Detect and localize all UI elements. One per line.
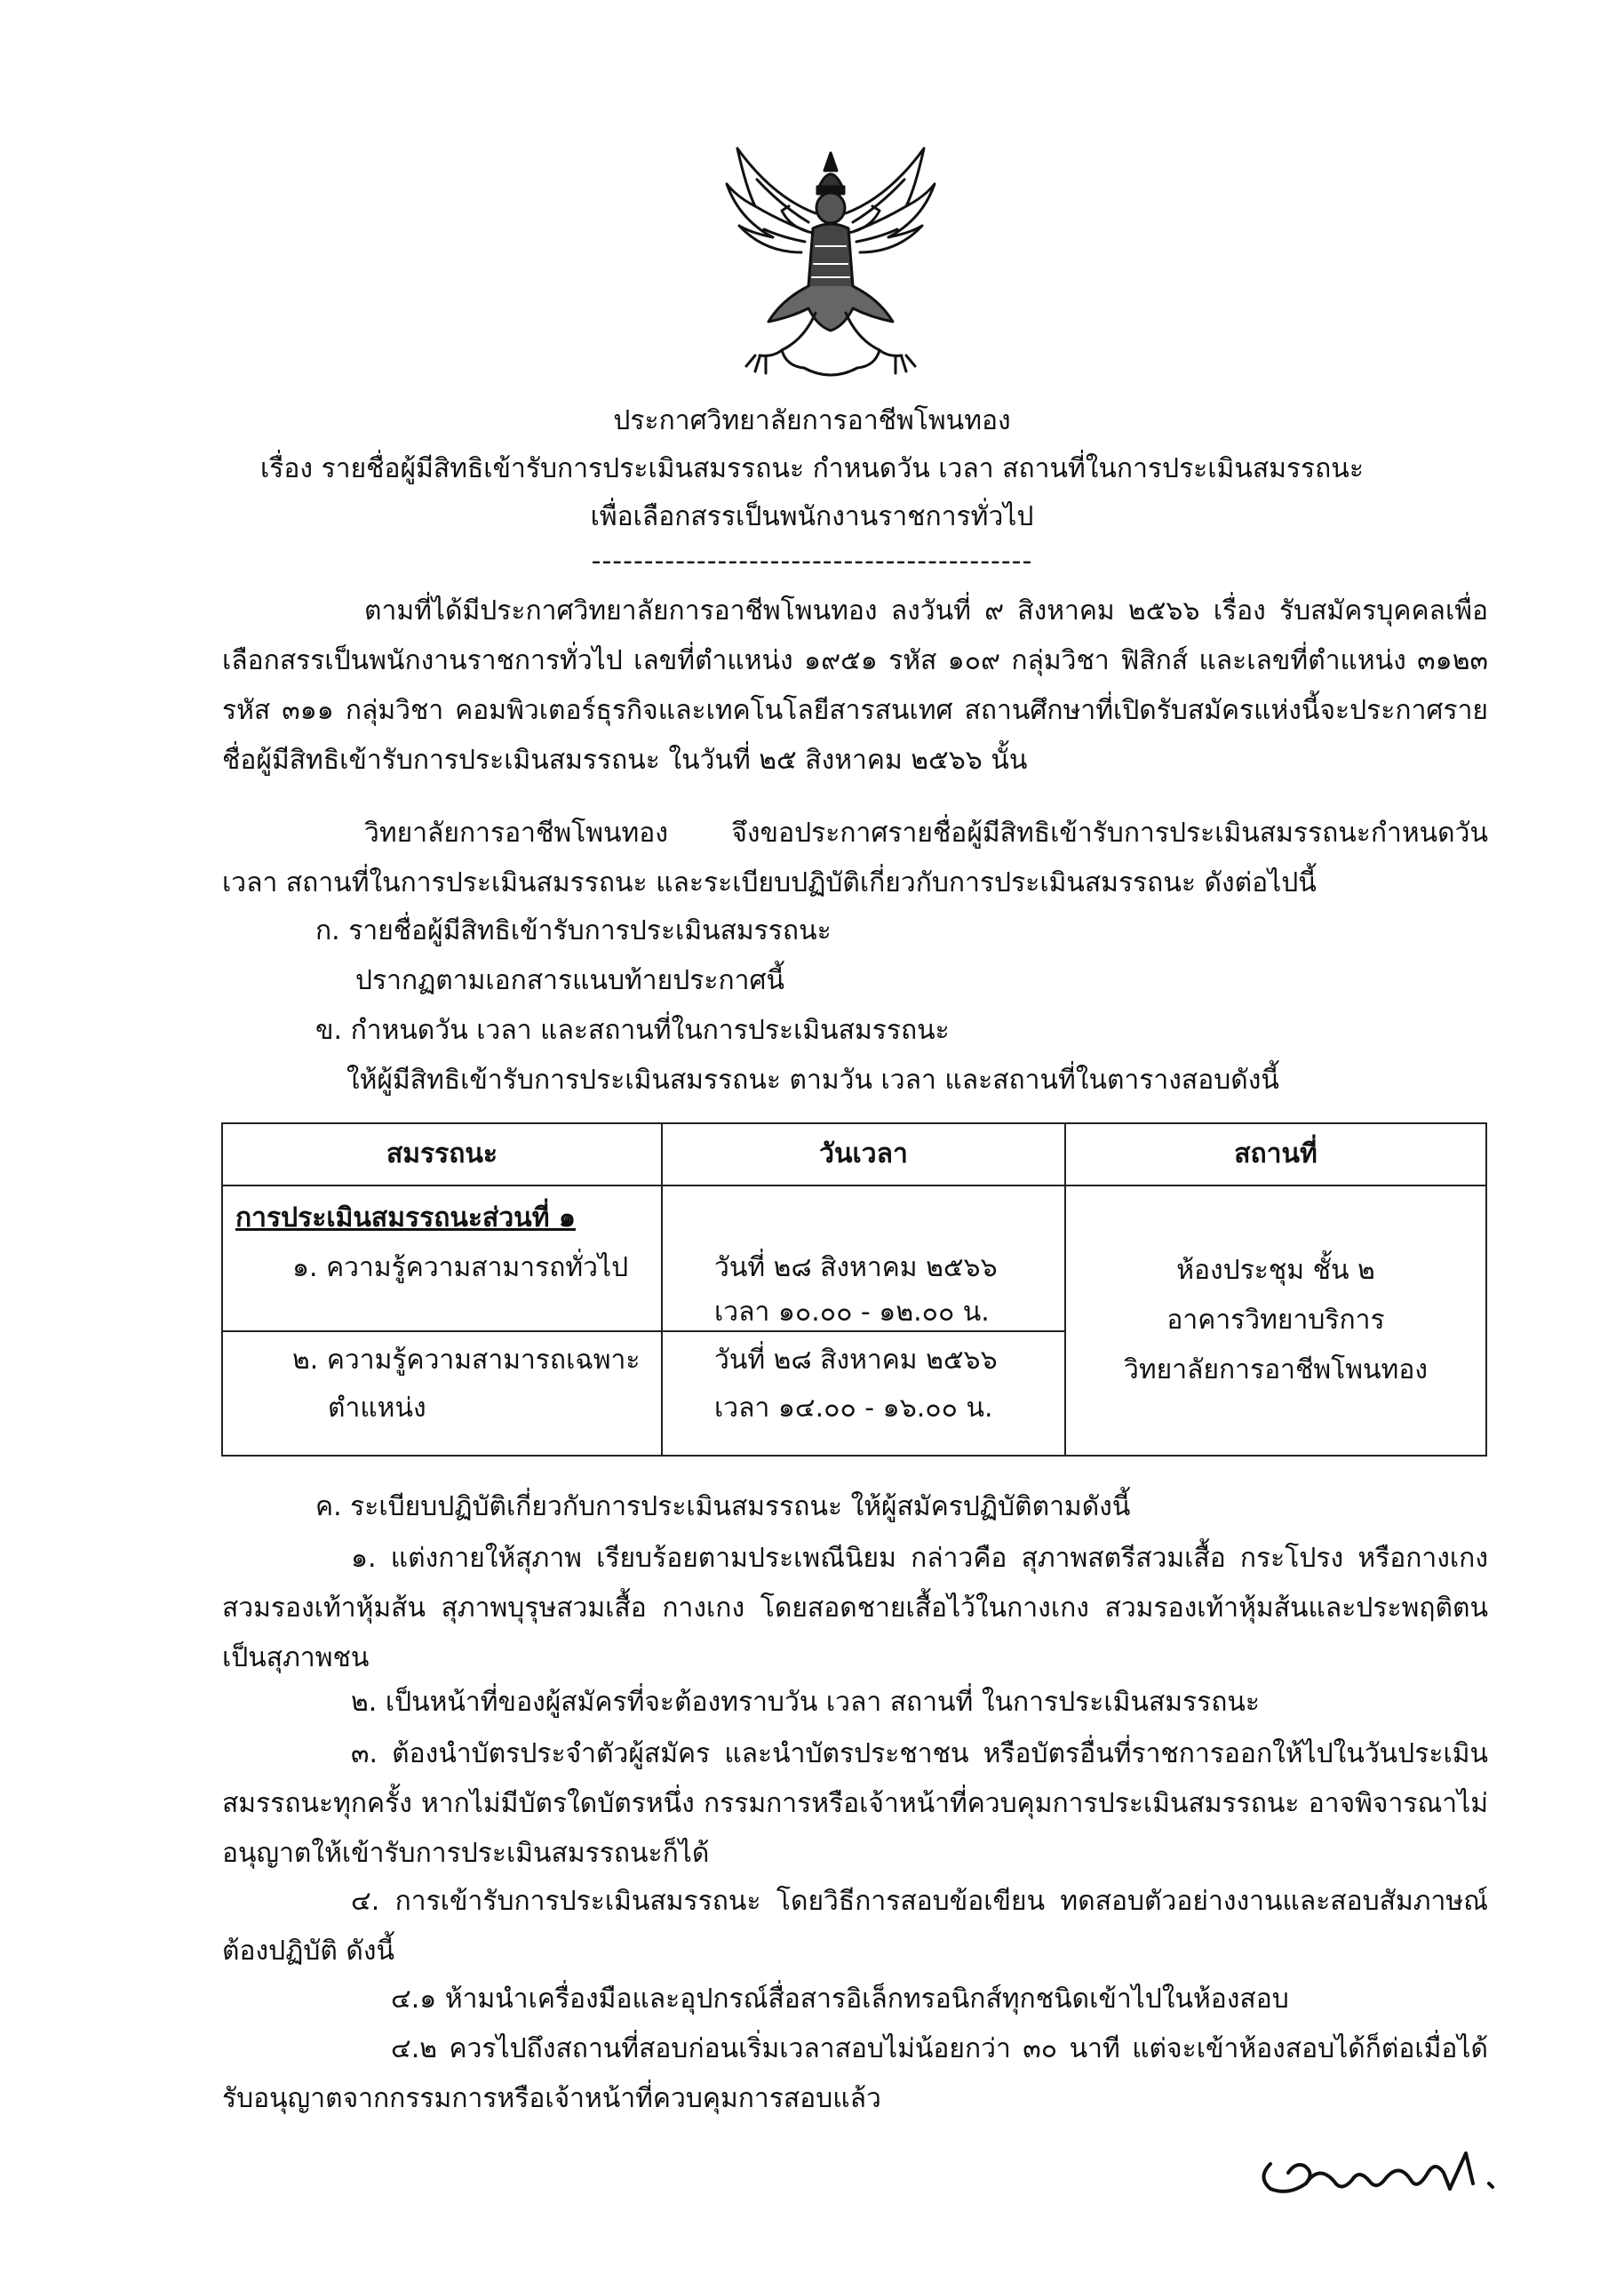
garuda-emblem-icon [720, 144, 942, 384]
venue-line-2: อาคารวิทยาบริการ [1166, 1305, 1385, 1336]
rule-1-text: ๑. แต่งกายให้สุภาพ เรียบร้อยตามประเพณีนิยม กล่าวคือ สุภาพสตรีสวมเสื้อ กระโปรง หรือกางเกง สวมรองเท้าหุ้มส้น สุภาพบุรุษสวมเสื้อ กางเกง โดยสอดชายเสื้อไว้ในกางเกง สวมรองเท้าหุ้มส้นและประพฤติตนเป็นสุภาพชน [222, 1543, 1488, 1673]
announcement-subject-line1: เรื่อง รายชื่อผู้มีสิทธิเข้ารับการประเมินสมรรถนะ กำหนดวัน เวลา สถานที่ในการประเมินสมรรถนะ [260, 453, 1364, 484]
section-b-heading: ข. กำหนดวัน เวลา และสถานที่ในการประเมินสมรรถนะ [315, 1015, 950, 1046]
schedule-header-row [222, 1123, 1486, 1185]
signature-mark [1253, 2137, 1519, 2208]
separator-line: ------------------------------------------ [591, 546, 1033, 577]
intro-paragraph-1 [222, 587, 1488, 786]
rule-4-2 [222, 2024, 1488, 2124]
row2-datetime-cell [662, 1331, 1065, 1456]
section-a-heading: ก. รายชื่อผู้มีสิทธิเข้ารับการประเมินสมรรถนะ [315, 915, 832, 946]
header-competency: สมรรถนะ [222, 1123, 662, 1185]
venue-cell [1065, 1185, 1486, 1456]
row2-competency-cell [222, 1331, 662, 1456]
row2-item-line2: ตำแหน่ง [328, 1393, 426, 1424]
rule-4 [222, 1877, 1488, 1976]
row2-time: เวลา ๑๔.๐๐ - ๑๖.๐๐ น. [714, 1393, 993, 1424]
row1-time: เวลา ๑๐.๐๐ - ๑๒.๐๐ น. [714, 1297, 990, 1328]
rule-4-2-text: ๔.๒ ควรไปถึงสถานที่สอบก่อนเริ่มเวลาสอบไม่น้อยกว่า ๓๐ นาที แต่จะเข้าห้องสอบได้ก็ต่อเมื่อได้รับอนุญาตจากกรรมการหรือเจ้าหน้าที่ควบคุมการสอบแล้ว [222, 2033, 1488, 2114]
intro-paragraph-2 [222, 809, 1488, 908]
venue-line-1: ห้องประชุม ชั้น ๒ [1176, 1255, 1375, 1286]
rule-4-1-text: ๔.๑ ห้ามนำเครื่องมือและอุปกรณ์สื่อสารอิเล็กทรอนิกส์ทุกชนิดเข้าไปในห้องสอบ [391, 1984, 1289, 2015]
rule-4-text: ๔. การเข้ารับการประเมินสมรรถนะ โดยวิธีการสอบข้อเขียน ทดสอบตัวอย่างงานและสอบสัมภาษณ์ต้องปฏิบัติ ดังนี้ [222, 1886, 1488, 1967]
intro-paragraph-2-text: วิทยาลัยการอาชีพโพนทอง จึงขอประกาศรายชื่อผู้มีสิทธิเข้ารับการประเมินสมรรถนะกำหนดวัน เวลา สถานที่ในการประเมินสมรรถนะ และระเบียบปฏิบัติเกี่ยวกับการประเมินสมรรถนะ ดังต่อไปนี้ [222, 818, 1488, 898]
venue-line-3: วิทยาลัยการอาชีพโพนทอง [1124, 1354, 1428, 1385]
part-title: การประเมินสมรรถนะส่วนที่ ๑ [235, 1202, 576, 1233]
rule-3-text: ๓. ต้องนำบัตรประจำตัวผู้สมัคร และนำบัตรประชาชน หรือบัตรอื่นที่ราชการออกให้ไปในวันประเมินสมรรถนะทุกครั้ง หากไม่มีบัตรใดบัตรหนึ่ง กรรมการหรือเจ้าหน้าที่ควบคุมการประเมินสมรรถนะ อาจพิจารณาไม่อนุญาตให้เข้ารับการประเมินสมรรถนะก็ได้ [222, 1738, 1488, 1869]
intro-paragraph-1-text: ตามที่ได้มีประกาศวิทยาลัยการอาชีพโพนทอง ลงวันที่ ๙ สิงหาคม ๒๕๖๖ เรื่อง รับสมัครบุคคลเพื่อเลือกสรรเป็นพนักงานราชการทั่วไป เลขที่ตำแหน่ง ๑๙๕๑ รหัส ๑๐๙ กลุ่มวิชา ฟิสิกส์ และเลขที่ตำแหน่ง ๓๑๒๓ รหัส ๓๑๑ กลุ่มวิชา คอมพิวเตอร์ธุรกิจและเทคโนโลยีสารสนเทศ สถานศึกษาที่เปิดรับสมัครแห่งนี้จะประกาศรายชื่อผู้มีสิทธิเข้ารับการประเมินสมรรถนะ ในวันที่ ๒๕ สิงหาคม ๒๕๖๖ นั้น [222, 595, 1488, 776]
row1-datetime-cell [662, 1185, 1065, 1331]
schedule-row-1 [222, 1185, 1486, 1331]
section-b-text: ให้ผู้มีสิทธิเข้ารับการประเมินสมรรถนะ ตามวัน เวลา และสถานที่ในตารางสอบดังนี้ [346, 1065, 1279, 1096]
row1-item: ๑. ความรู้ความสามารถทั่วไป [292, 1252, 629, 1283]
header-datetime: วันเวลา [662, 1123, 1065, 1185]
announcement-title: ประกาศวิทยาลัยการอาชีพโพนทอง [613, 405, 1011, 436]
row2-item: ๒. ความรู้ความสามารถเฉพาะ [292, 1345, 641, 1376]
row1-competency-cell [222, 1185, 662, 1331]
rule-3 [222, 1729, 1488, 1879]
section-c-heading: ค. ระเบียบปฏิบัติเกี่ยวกับการประเมินสมรรถนะ ให้ผู้สมัครปฏิบัติตามดังนี้ [315, 1491, 1131, 1522]
announcement-subject-line2: เพื่อเลือกสรรเป็นพนักงานราชการทั่วไป [590, 501, 1034, 532]
rule-2-text: ๒. เป็นหน้าที่ของผู้สมัครที่จะต้องทราบวัน เวลา สถานที่ ในการประเมินสมรรถนะ [351, 1687, 1261, 1718]
row1-date: วันที่ ๒๘ สิงหาคม ๒๕๖๖ [714, 1252, 998, 1283]
header-venue: สถานที่ [1065, 1123, 1486, 1185]
schedule-table [221, 1122, 1487, 1457]
section-a-text: ปรากฏตามเอกสารแนบท้ายประกาศนี้ [355, 965, 785, 996]
rule-1 [222, 1534, 1488, 1683]
row2-date: วันที่ ๒๘ สิงหาคม ๒๕๖๖ [714, 1345, 998, 1376]
